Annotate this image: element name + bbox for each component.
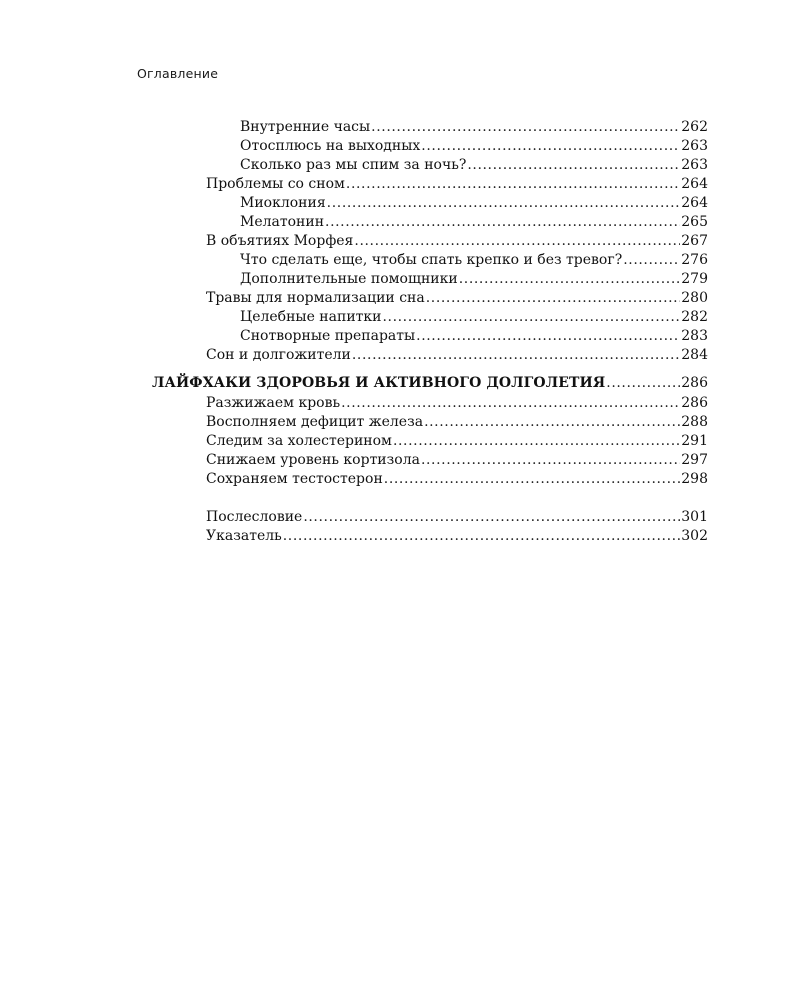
toc-entry-page: 276 — [681, 252, 708, 268]
toc-entry-title: Отосплюсь на выходных — [240, 138, 421, 154]
toc-entry-page: 264 — [681, 176, 708, 192]
toc-entry-title: ЛАЙФХАКИ ЗДОРОВЬЯ И АКТИВНОГО ДОЛГОЛЕТИЯ — [152, 375, 606, 391]
toc-entry-title: Внутренние часы — [240, 119, 371, 135]
toc-entry — [206, 470, 708, 489]
toc-entry-page: 302 — [681, 528, 708, 544]
dot-leader — [346, 175, 680, 194]
toc-entry — [206, 451, 708, 470]
toc-entry-title: Разжижаем кровь — [206, 395, 341, 411]
dot-leader — [421, 137, 680, 156]
dot-leader — [421, 451, 680, 470]
toc-entry-page: 265 — [681, 214, 708, 230]
dot-leader — [327, 194, 681, 213]
toc-entry-title: Травы для нормализации сна — [206, 290, 425, 306]
toc-entry — [206, 413, 708, 432]
toc-entry — [240, 270, 708, 289]
toc-entry — [240, 194, 708, 213]
toc-entry — [206, 289, 708, 308]
toc-entry — [206, 508, 708, 527]
toc-entry-page: 298 — [681, 471, 708, 487]
toc-entry-page: 282 — [681, 309, 708, 325]
toc-entry — [206, 394, 708, 413]
toc-entry-title: В объятиях Морфея — [206, 233, 354, 249]
toc-entry-title: Целебные напитки — [240, 309, 382, 325]
toc-entry-page: 286 — [681, 375, 708, 391]
toc-entry-page: 263 — [681, 157, 708, 173]
dot-leader — [325, 213, 680, 232]
toc-entry — [240, 251, 708, 270]
toc-entry — [240, 156, 708, 175]
dot-leader — [352, 346, 680, 365]
toc-entry-title: Миоклония — [240, 195, 326, 211]
toc-entry — [206, 346, 708, 365]
toc-entry-title: Сколько раз мы спим за ночь? — [240, 157, 467, 173]
dot-leader — [416, 327, 680, 346]
toc-entry-page: 301 — [681, 509, 708, 525]
toc-entry — [240, 327, 708, 346]
dot-leader — [354, 232, 680, 251]
dot-leader — [459, 270, 681, 289]
dot-leader — [426, 289, 681, 308]
toc-entry-page: 280 — [681, 290, 708, 306]
toc-entry-title: Сон и долгожители — [206, 347, 351, 363]
toc-entry-page: 267 — [681, 233, 708, 249]
dot-leader — [283, 527, 681, 546]
dot-leader — [623, 251, 680, 270]
toc-entry-title: Послесловие — [206, 509, 303, 525]
toc-entry-title: Что сделать еще, чтобы спать крепко и без тревог? — [240, 252, 623, 268]
toc-entry-page: 283 — [681, 328, 708, 344]
dot-leader — [303, 508, 680, 527]
dot-leader — [382, 308, 680, 327]
dot-leader — [384, 470, 680, 489]
dot-leader — [424, 413, 680, 432]
toc-entry-title: Сохраняем тестостерон — [206, 471, 383, 487]
dot-leader — [371, 118, 680, 137]
toc-entry-title: Указатель — [206, 528, 282, 544]
toc-section-heading — [152, 374, 708, 393]
toc-entry — [206, 232, 708, 251]
toc-entry — [240, 118, 708, 137]
toc-entry-title: Дополнительные помощники — [240, 271, 458, 287]
toc-entry — [240, 137, 708, 156]
toc-entry-page: 264 — [681, 195, 708, 211]
toc-entry — [206, 527, 708, 546]
dot-leader — [606, 374, 680, 393]
toc-entry-page: 297 — [681, 452, 708, 468]
toc-entry-title: Восполняем дефицит железа — [206, 414, 424, 430]
toc-entry — [206, 175, 708, 194]
toc-entry-page: 284 — [681, 347, 708, 363]
running-head: Оглавление — [137, 66, 219, 81]
toc-entry-title: Проблемы со сном — [206, 176, 345, 192]
toc-entry-page: 279 — [681, 271, 708, 287]
dot-leader — [467, 156, 680, 175]
toc-entry — [206, 432, 708, 451]
toc-entry-title: Следим за холестерином — [206, 433, 392, 449]
toc-entry-page: 263 — [681, 138, 708, 154]
toc-entry-page: 286 — [681, 395, 708, 411]
toc-entry-title: Мелатонин — [240, 214, 325, 230]
dot-leader — [393, 432, 680, 451]
toc-entry-title: Снотворные препараты — [240, 328, 416, 344]
toc-entry-title: Снижаем уровень кортизола — [206, 452, 420, 468]
toc-entry-page: 288 — [681, 414, 708, 430]
dot-leader — [341, 394, 680, 413]
toc-entry — [240, 308, 708, 327]
toc-entry-page: 291 — [681, 433, 708, 449]
toc-entry-page: 262 — [681, 119, 708, 135]
toc-entry — [240, 213, 708, 232]
